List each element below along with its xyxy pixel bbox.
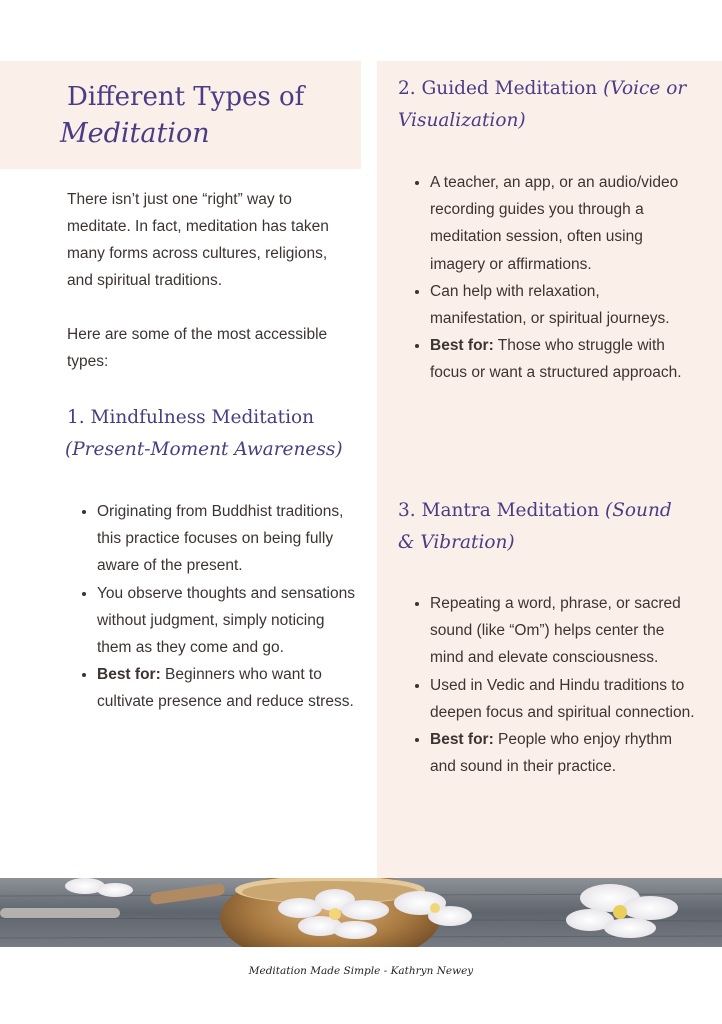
- list-item: • A teacher, an app, or an audio/video recording guides you through a meditation session, often using imagery or affirmations.: [430, 169, 700, 278]
- list-item: • Best for: People who enjoy rhythm and sound in their practice.: [430, 726, 702, 780]
- title-box: [0, 61, 361, 169]
- list-item: • Best for: Beginners who want to cultivate presence and reduce stress.: [97, 661, 359, 715]
- section-subheading-text: (Voice or Visualization): [398, 78, 687, 131]
- page-title: Different Types of: [67, 82, 305, 112]
- section-heading-guided: [398, 73, 698, 137]
- section-subheading-text: (Present-Moment Awareness): [65, 439, 343, 460]
- page-title-script: Meditation: [60, 118, 210, 149]
- section-heading-mindfulness: [67, 402, 367, 466]
- guided-bullet-list: [400, 169, 700, 387]
- list-item: • You observe thoughts and sensations without judgment, simply noticing them as they come and go.: [97, 580, 359, 662]
- list-item: • Used in Vedic and Hindu traditions to deepen focus and spiritual connection.: [430, 672, 702, 726]
- intro-paragraph: There isn’t just one “right” way to meditate. In fact, meditation has taken many forms across cultures, religions, and spiritual traditions.: [67, 191, 329, 289]
- section-subheading-text: (Sound & Vibration): [398, 500, 672, 553]
- list-item: • Originating from Buddhist traditions, this practice focuses on being fully aware of the present.: [97, 498, 359, 580]
- section-heading-text: 3. Mantra Meditation: [398, 500, 600, 521]
- mantra-bullet-list: [400, 590, 702, 780]
- photo-illustration: [0, 878, 722, 947]
- singing-bowl-flowers-image: [0, 878, 722, 947]
- section-heading-mantra: [398, 495, 688, 559]
- footer-credit: Meditation Made Simple - Kathryn Newey: [248, 965, 474, 977]
- mindfulness-bullet-list: [67, 498, 359, 716]
- list-item: • Repeating a word, phrase, or sacred sound (like “Om”) helps center the mind and elevate consciousness.: [430, 590, 702, 672]
- list-item: • Can help with relaxation, manifestation, or spiritual journeys.: [430, 278, 700, 332]
- section-heading-text: 1. Mindfulness Meditation: [67, 407, 315, 428]
- list-item: • Best for: Those who struggle with focus or want a structured approach.: [430, 332, 700, 386]
- intro-paragraph-2: Here are some of the most accessible types:: [67, 326, 328, 370]
- section-heading-text: 2. Guided Meditation: [398, 78, 598, 99]
